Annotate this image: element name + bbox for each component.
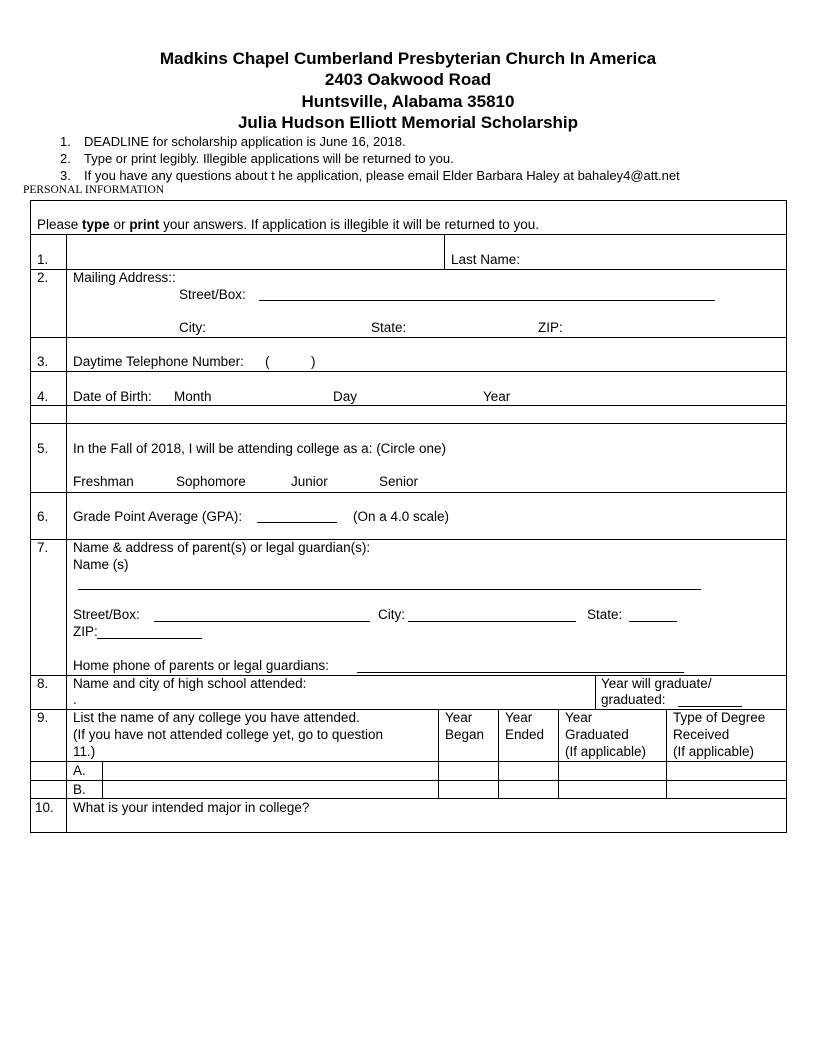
form-border-bottom [30,832,787,833]
grad-year-label-1: Year will graduate/ [601,676,712,691]
header-address: 2403 Oakwood Road [324,70,492,89]
parent-name-field[interactable] [78,589,701,590]
section-label: PERSONAL INFORMATION [23,184,165,196]
grad-year-field[interactable] [678,706,742,707]
parent-street-field[interactable] [154,621,370,622]
col-divider-year-graduated [558,709,559,798]
street-box-field[interactable] [259,300,715,301]
year-graduated-header-1: Year [565,710,593,725]
parent-state-label: State: [587,607,623,622]
college-row-a-label: A. [73,763,86,778]
year-graduated-header-3: (If applicable) [565,744,647,759]
row-number: 3. [37,354,49,369]
year-began-header-2: Began [445,727,485,742]
dob-label: Date of Birth: [73,389,152,404]
grad-year-label-2: graduated: [601,692,666,707]
intro-print-emphasis: print [129,217,160,232]
college-list-label-3: 11.) [73,744,96,759]
row-number: 5. [37,441,49,456]
row-divider [30,780,787,781]
parent-home-phone-label: Home phone of parents or legal guardians: [73,658,329,673]
parent-zip-label: ZIP: [73,624,98,639]
row-divider [30,234,787,235]
instruction-text: Type or print legibly. Illegible applications will be returned to you. [84,151,454,166]
parent-zip-field[interactable] [97,638,202,639]
form-border-top [30,200,787,201]
col-divider-college-name [102,761,103,798]
header-church-name: Madkins Chapel Cumberland Presbyterian Church In America [159,49,657,68]
instruction-item [60,168,680,183]
row-divider [30,337,787,338]
form-border-left [30,200,31,832]
dob-year-label: Year [483,389,511,404]
college-year-label: In the Fall of 2018, I will be attending college as a: (Circle one) [73,441,446,456]
intro-type-emphasis: type [82,217,110,232]
college-list-label-1: List the name of any college you have attended. [73,710,360,725]
intended-major-label: What is your intended major in college? [73,800,310,815]
gpa-scale-note: (On a 4.0 scale) [353,509,450,524]
row-number: 10. [35,800,54,815]
degree-header-2: Received [673,727,730,742]
parent-street-label: Street/Box: [73,607,140,622]
row-number: 2. [37,270,49,285]
parent-info-label: Name & address of parent(s) or legal guardian(s): [73,540,371,555]
row-number: 7. [37,540,49,555]
instruction-text: DEADLINE for scholarship application is June 16, 2018. [84,134,406,149]
area-code-open: ( [265,354,270,369]
dob-day-label: Day [333,389,358,404]
col-divider-degree [666,709,667,798]
parent-name-label: Name (s) [73,557,129,572]
gpa-label: Grade Point Average (GPA): [73,509,243,524]
parent-city-field[interactable] [408,621,576,622]
instruction-number: 3. [60,168,71,183]
dob-month-label: Month [174,389,212,404]
city-label: City: [179,320,206,335]
option-junior[interactable]: Junior [291,474,328,489]
parent-city-label: City: [378,607,405,622]
row-divider [30,761,787,762]
last-name-label: Last Name: [451,252,521,267]
row-number: 9. [37,710,49,725]
option-sophomore[interactable]: Sophomore [176,474,246,489]
row-divider [30,492,787,493]
row-number: 8. [37,676,49,691]
form-border-right [786,200,787,832]
parent-home-phone-field[interactable] [357,672,684,673]
instruction-number: 2. [60,151,71,166]
option-freshman[interactable]: Freshman [73,474,134,489]
street-box-label: Street/Box: [179,287,246,302]
degree-header-3: (If applicable) [673,744,755,759]
area-code-close: ) [311,354,316,369]
year-began-header-1: Year [445,710,473,725]
instruction-text: If you have any questions about t he application, please email Elder Barbara Haley at bahaley4@att.net [84,168,680,183]
header-scholarship-title: Julia Hudson Elliott Memorial Scholarship [237,113,579,132]
year-ended-header-2: Ended [505,727,545,742]
row-divider [30,423,787,424]
graduation-divider [595,675,596,709]
high-school-label: Name and city of high school attended: [73,676,307,691]
year-graduated-header-2: Graduated [565,727,629,742]
number-column-divider [66,234,67,832]
row-number: 4. [37,389,49,404]
degree-header-1: Type of Degree [673,710,766,725]
phone-label: Daytime Telephone Number: [73,354,244,369]
zip-label: ZIP: [538,320,563,335]
parent-state-field[interactable] [629,621,677,622]
last-name-divider [444,234,445,269]
state-label: State: [371,320,407,335]
instruction-item [60,134,406,149]
col-divider-year-began [438,709,439,798]
college-list-label-2: (If you have not attended college yet, go to question [73,727,383,742]
row-divider [30,371,787,372]
row-divider [30,405,787,406]
gpa-field[interactable] [257,522,337,523]
college-row-b-label: B. [73,782,86,797]
row-number: 1. [37,252,49,267]
option-senior[interactable]: Senior [379,474,419,489]
instruction-item [60,151,454,166]
year-ended-header-1: Year [505,710,533,725]
instruction-number: 1. [60,134,71,149]
row-number: 6. [37,509,49,524]
intro-text: Please type or print your answers. If application is illegible it will be returned to you. [37,217,539,232]
mailing-address-label: Mailing Address:: [73,270,176,285]
col-divider-year-ended [498,709,499,798]
high-school-dot: . [73,692,77,707]
header-city: Huntsville, Alabama 35810 [301,92,515,111]
